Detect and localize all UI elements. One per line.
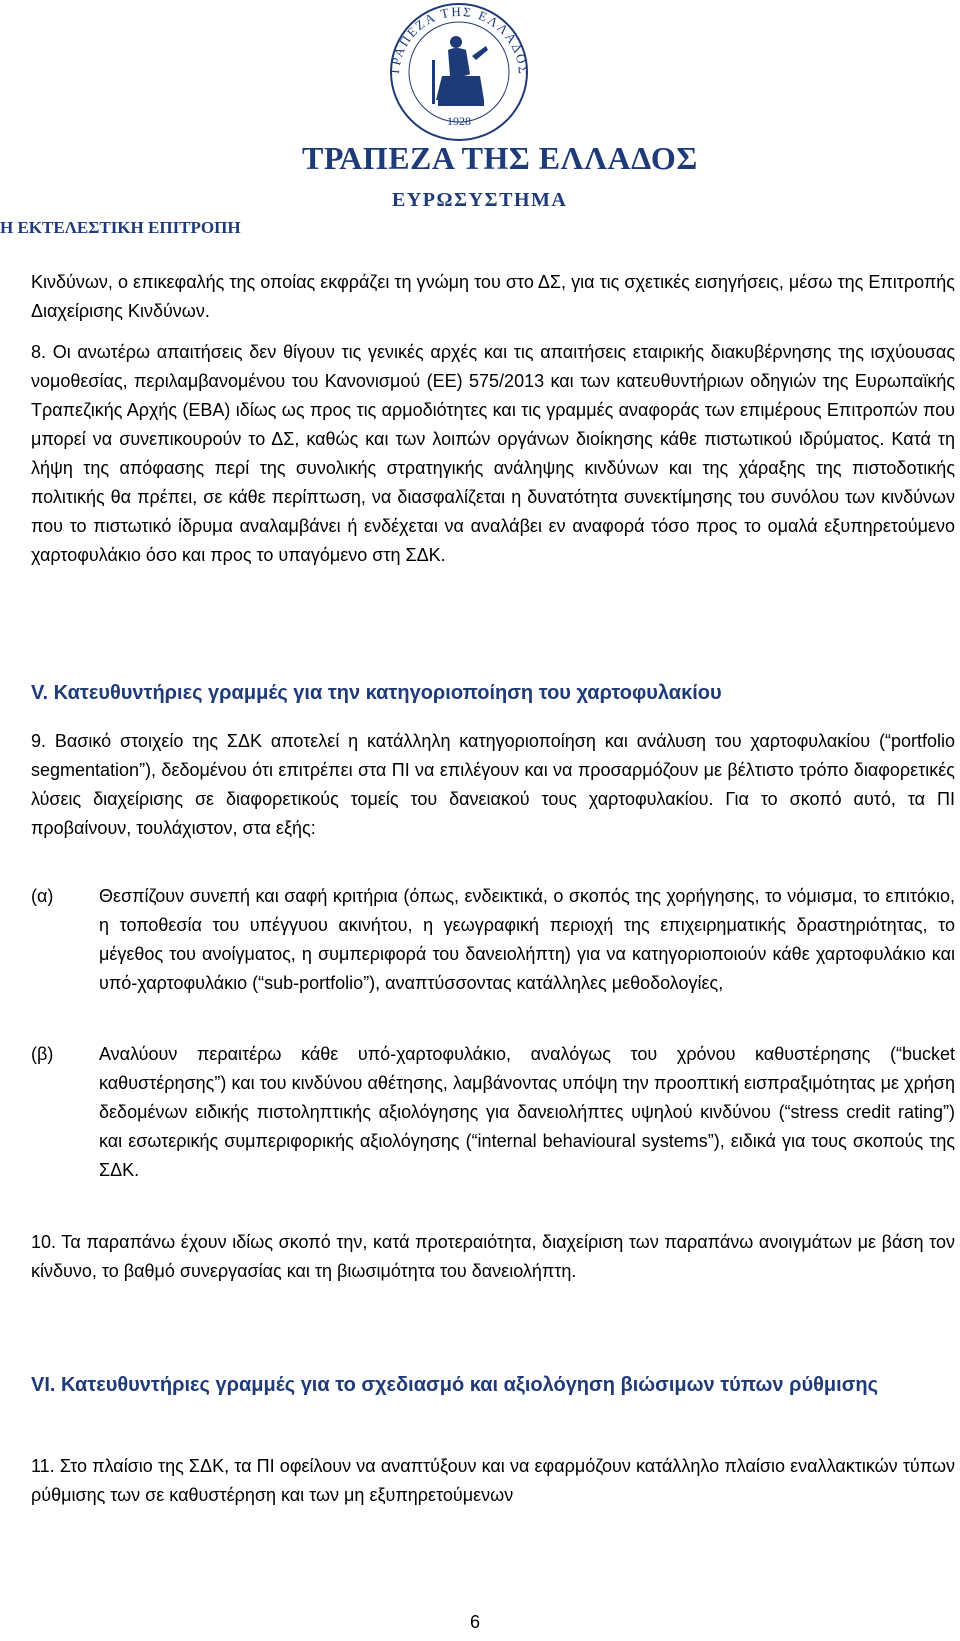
bank-seal-logo xyxy=(376,0,542,142)
list-marker: (β) xyxy=(31,1044,54,1064)
seal-year: 1928 xyxy=(447,114,471,128)
paragraph-11: 11. Στο πλαίσιο της ΣΔΚ, τα ΠΙ οφείλουν να αναπτύξουν και να εφαρμόζουν κατάλληλο πλαίσιο εναλλακτικών τύπων ρύθμισης των σε καθυστέρηση και των μη εξυπηρετούμενων xyxy=(31,1456,955,1505)
seated-figure-icon xyxy=(432,36,488,106)
list-item-a xyxy=(31,882,955,1027)
paragraph-continuation: Κινδύνων, ο επικεφαλής της οποίας εκφράζει τη γνώμη του στο ΔΣ, για τις σχετικές εισηγήσεις, μέσω της Επιτροπής Διαχείρισης Κινδύνων. xyxy=(31,272,955,321)
section-heading-vi: VI. Κατευθυντήριες γραμμές για το σχεδιασμό και αξιολόγηση βιώσιμων τύπων ρύθμισης xyxy=(31,1374,879,1396)
paragraph-8: 8. Οι ανωτέρω απαιτήσεις δεν θίγουν τις γενικές αρχές και τις απαιτήσεις εταιρικής διακυβέρνησης της ισχύουσας νομοθεσίας, περιλαμβανομένου του Κανονισμού (ΕΕ) 575/2013 και των κατευθυντήριων οδηγιών της Ευρωπαϊκής Τραπεζικής Αρχής (ΕΒΑ) ιδίως ως προς τις αρμοδιότητες και τις γραμμές αναφοράς των επιμέρους Επιτροπών που μπορεί να συνεπικουρούν το ΔΣ, καθώς και των λοιπών οργάνων διοίκησης κάθε πιστωτικού ιδρύματος. Κατά τη λήψη της απόφασης περί της συνολικής στρατηγικής ανάληψης κινδύνων και της χάραξης της πιστοδοτικής πολιτικής θα πρέπει, σε κάθε περίπτωση, να διασφαλίζεται η δυνατότητα συνεκτίμησης του συνόλου των κινδύνων που το πιστωτικό ίδρυμα αναλαμβάνει ή ενδέχεται να αναλάβει εν αναφορά τόσο προς το ομαλά εξυπηρετούμενο χαρτοφυλάκιο όσο και προς το υπαγόμενο στη ΣΔΚ. xyxy=(31,342,955,565)
list-marker: (α) xyxy=(31,886,54,906)
paragraph-9: 9. Βασικό στοιχείο της ΣΔΚ αποτελεί η κατάλληλη κατηγοριοποίηση και ανάλυση του χαρτοφυλακίου (“portfolio segmentation”), δεδομένου ότι επιτρέπει στα ΠΙ να επιλέγουν και να προσαρμόζουν με βέλτιστο τρόπο διαφορετικές λύσεις διαχείρισης σε διαφορετικούς τομείς του δανειακού τους χαρτοφυλακίου. Για το σκοπό αυτό, τα ΠΙ προβαίνουν, τουλάχιστον, στα εξής: xyxy=(31,731,955,838)
eurosystem-label: ΕΥΡΩΣΥΣΤΗΜΑ xyxy=(392,189,568,211)
section-heading-v: V. Κατευθυντήριες γραμμές για την κατηγοριοποίηση του χαρτοφυλακίου xyxy=(31,682,722,704)
list-item-text: Θεσπίζουν συνεπή και σαφή κριτήρια (όπως, ενδεικτικά, ο σκοπός της χορήγησης, το νόμισμα, το επιτόκιο, η τοποθεσία του υπέγγυου ακινήτου, η γεωγραφική περιοχή της επιχειρηματικής δραστηριότητας, το μέγεθος του ανοίγματος, η συμπεριφορά του δανειολήπτη) για να κατηγοριοποιούν κάθε χαρτοφυλάκιο και υπό-χαρτοφυλάκιο (“sub-portfolio”), αναπτύσσοντας κατάλληλες μεθοδολογίες, xyxy=(99,886,955,993)
seal-text: ΤΡΑΠΕΖΑ ΤΗΣ ΕΛΛΑΔΟΣ xyxy=(386,3,532,77)
bank-name: ΤΡΑΠΕΖΑ ΤΗΣ ΕΛΛΑΔΟΣ xyxy=(302,140,698,176)
page-number: 6 xyxy=(470,1612,481,1632)
committee-label: Η ΕΚΤΕΛΕΣΤΙΚΗ ΕΠΙΤΡΟΠΗ xyxy=(0,218,241,237)
paragraph-10: 10. Τα παραπάνω έχουν ιδίως σκοπό την, κατά προτεραιότητα, διαχείριση των παραπάνω ανοιγμάτων με βάση τον κίνδυνο, το βαθμό συνεργασίας και τη βιωσιμότητα του δανειολήπτη. xyxy=(31,1232,955,1281)
list-item-text: Αναλύουν περαιτέρω κάθε υπό-χαρτοφυλάκιο, αναλόγως του χρόνου καθυστέρησης (“bucket καθυστέρησης”) και του κινδύνου αθέτησης, λαμβάνοντας υπόψη την προοπτική εισπραξιμότητας με χρήση δεδομένων ειδικής πιστοληπτικής αξιολόγησης για δανειολήπτες υψηλού κινδύνου (“stress credit rating”) και εσωτερικής συμπεριφορικής αξιολόγησης (“internal behavioural systems”), ειδικά για τους σκοπούς της ΣΔΚ. xyxy=(99,1044,955,1180)
list-item-b xyxy=(31,1040,955,1215)
